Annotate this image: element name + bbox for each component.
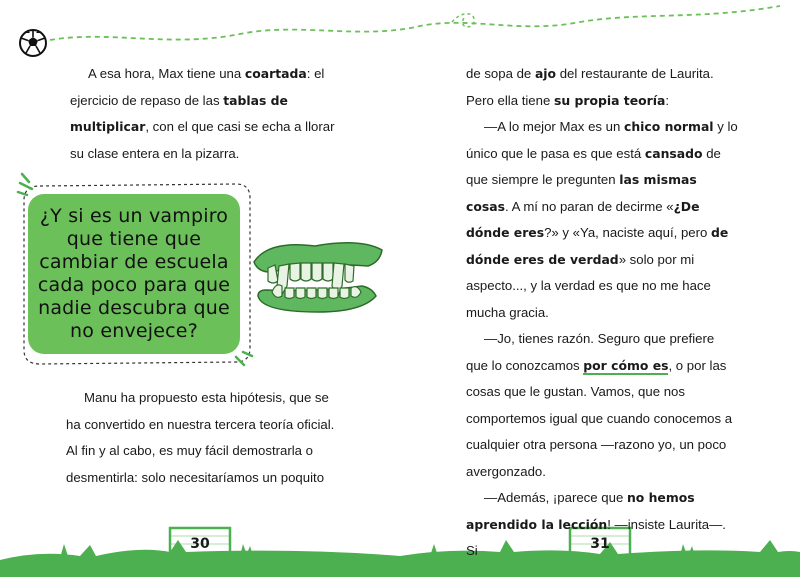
text-run: —Jo, tienes razón. Seguro que prefiere que lo conozcamos [466,331,715,373]
left-page-paragraph-2 [66,385,338,491]
paragraph [466,485,738,565]
paragraph [66,385,338,491]
top-dashed-line [50,6,780,40]
text-run: , o por las cosas que le gustan. Vamos, que nos comportemos igual que cuando conocemos a cualquier otra persona —razono yo, un poco avergonzado. [466,357,733,479]
text-run: Pero ella tiene [466,92,554,108]
text-run: ?» y «Ya, naciste aquí, pero [544,225,711,240]
text-run: : el ejercicio de repaso de las [70,66,325,108]
page-number-right: 31 [590,536,610,552]
highlighted-phrase: no hemos aprendido la lección [466,490,695,532]
text-run: . A mí no paran de decirme « [504,198,674,214]
callout-box [28,194,240,354]
page-number-left: 30 [190,536,210,552]
highlighted-phrase: chico normal [624,119,714,134]
paragraph [466,326,738,485]
highlighted-phrase: las mismas cosas [466,172,697,214]
text-run: del restaurante de Laurita. [556,66,714,81]
soccer-ball-icon [20,30,46,56]
text-run: Manu ha propuesto esta hipótesis, que se ha convertido en nuestra tercera teoría oficial. Al fin y al cabo, es muy fácil demostrarla o desmentirla: solo necesitaríamos un poquito [66,390,335,485]
text-run: de sopa de [466,66,535,81]
text-run: , con el que casi se echa a llorar su clase entera en la pizarra. [70,119,335,161]
highlighted-phrase: coartada [244,66,307,81]
text-run: —A lo mejor Max es un [484,119,624,134]
highlighted-phrase: ¿De dónde eres [466,198,700,240]
highlighted-phrase: por cómo es [583,357,669,373]
callout-text: ¿Y si es un vampiro que tiene que cambiar de escuela cada poco para que nadie descubra que no envejece? [37,205,231,342]
highlighted-phrase: tablas de multiplicar [70,92,288,134]
text-run: —Además, ¡parece que [484,490,627,505]
highlighted-phrase: ajo [534,66,557,81]
highlighted-phrase: cansado [644,145,703,161]
paragraph [466,61,738,88]
vampire-teeth-icon [254,243,382,312]
text-run: ! —insiste Laurita—. Si [466,516,726,558]
left-page-paragraph-1 [70,61,340,167]
text-run: A esa hora, Max tiene una [88,66,245,81]
paragraph [466,114,738,326]
highlighted-phrase: de dónde eres de verdad [466,225,729,267]
text-run: y lo único que le pasa es que está [466,119,738,161]
paragraph [70,61,340,167]
highlighted-phrase: su propia teoría [553,92,666,108]
text-run: : [665,92,670,108]
text-run: » solo por mi aspecto..., y la verdad es que no me hace mucha gracia. [466,251,711,320]
text-run: de que siempre le pregunten [466,145,721,187]
paragraph [466,88,738,115]
right-page-text [466,61,738,565]
